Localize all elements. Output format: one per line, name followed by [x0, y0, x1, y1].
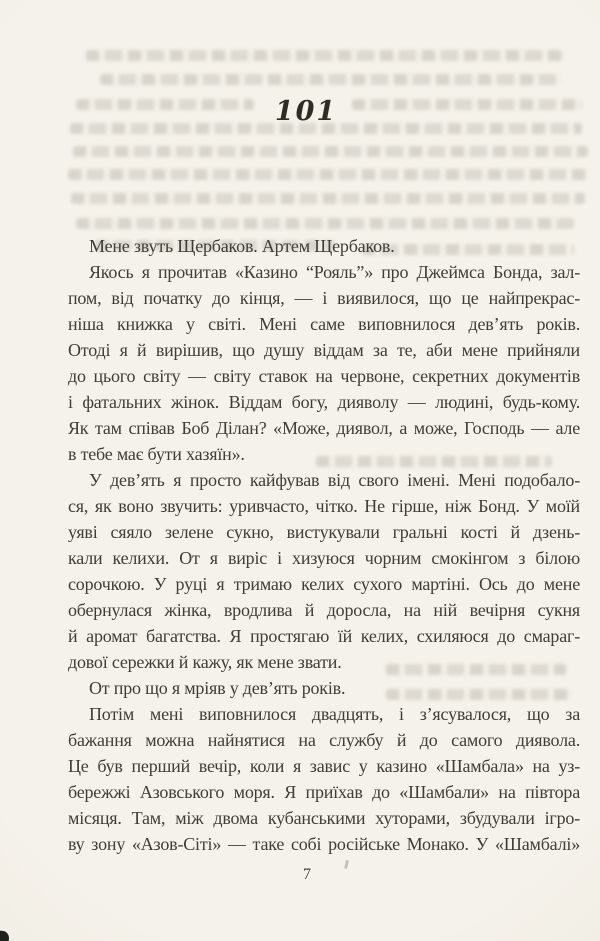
text-line: Це був перший вечір, коли я завис у казино «Шамбала» на уз-: [68, 756, 580, 776]
text-line: бажання можна найнятися на службу й до самого диявола.: [68, 730, 580, 750]
text-line: пом, від початку до кінця, — і виявилося, що це найпрекрас-: [68, 288, 580, 308]
bleed-through-line: [71, 193, 585, 204]
text-line: Мене звуть Щербаков. Артем Щербаков.: [89, 236, 395, 256]
bleed-through-line: [86, 50, 564, 61]
text-line: Потім мені виповнилося двадцять, і з’ясувалося, що за: [89, 704, 580, 724]
chapter-number: 101: [274, 96, 338, 127]
text-line: ву зону «Азов-Сіті» — таке собі російське Монако. У «Шамбалі»: [68, 834, 580, 854]
bleed-through-line: [352, 99, 582, 110]
text-line: Отоді я й вирішив, що душу віддам за те, аби мене прийняли: [68, 340, 580, 360]
text-line: і фатальних жінок. Віддам богу, дияволу — людині, будь-кому.: [68, 392, 580, 412]
bleed-through-line: [68, 169, 588, 180]
paper-speck: [344, 860, 349, 869]
text-line: Якось я прочитав «Казино “Рояль”» про Джеймса Бонда, зал-: [89, 262, 580, 282]
page-number: 7: [303, 866, 311, 883]
body-text: [68, 233, 580, 857]
page-corner-artifact: [0, 930, 10, 941]
bleed-through-line: [76, 99, 254, 110]
text-line: в тебе має бути хазяїн».: [68, 444, 245, 464]
text-line: ніша книжка у світі. Мені саме виповнилося дев’ять років.: [68, 314, 580, 334]
text-line: дової сережки й кажу, як мене звати.: [68, 652, 342, 672]
text-line: От про що я мріяв у дев’ять років.: [89, 678, 346, 698]
text-line: обернулася жінка, вродлива й доросла, на ній вечірня сукня: [68, 600, 580, 620]
text-line: У дев’ять я просто кайфував від свого імені. Мені подобало-: [89, 470, 580, 490]
text-line: сорочкою. У руці я тримаю келих сухого мартіні. Ось до мене: [68, 574, 580, 594]
text-line: й аромат багатства. Я простягаю їй келих, схиляюся до смараг-: [68, 626, 580, 646]
bleed-through-line: [73, 146, 588, 157]
text-line: бережжі Азовського моря. Я приїхав до «Шамбали» на півтора: [68, 782, 580, 802]
text-line: Як там співав Боб Ділан? «Може, диявол, а може, Господь — але: [68, 418, 580, 438]
text-line: уяві сяяло зелене сукно, вистукували гральні кості й дзень-: [68, 522, 580, 542]
bleed-through-line: [100, 74, 562, 85]
text-line: місяця. Там, між двома кубанськими хуторами, збудували ігро-: [68, 808, 580, 828]
bleed-through-line: [76, 218, 574, 229]
text-line: до цього світу — світу ставок на червоне, секретних документів: [68, 366, 580, 386]
text-line: ся, як воно звучить: уривчасто, чітко. Не гірше, ніж Бонд. У моїй: [68, 496, 580, 516]
text-line: кали келихи. От я виріс і хизуюся чорним смокінгом з білою: [68, 548, 580, 568]
